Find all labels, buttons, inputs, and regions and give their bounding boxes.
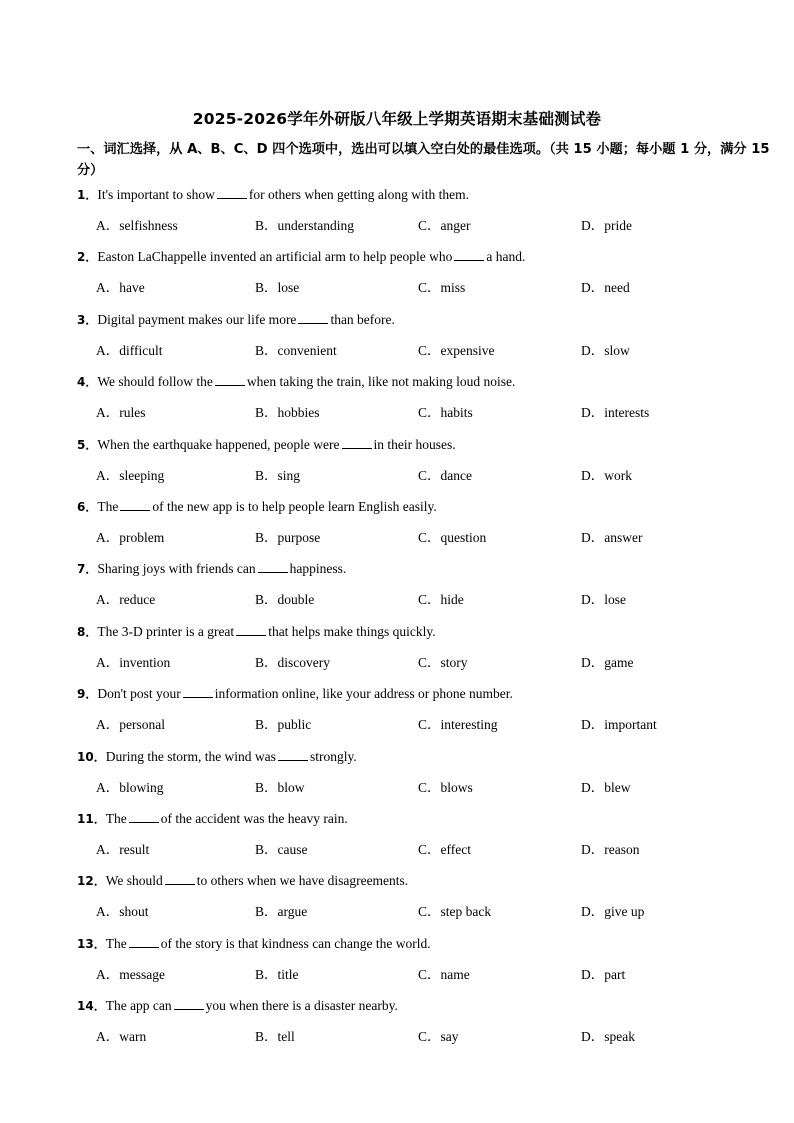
option-row: [96, 528, 756, 548]
question-item: [77, 871, 767, 933]
question-text-after: a hand.: [486, 249, 526, 265]
question-stem: [77, 934, 431, 954]
answer-option: A．difficult: [96, 342, 163, 358]
question-stem: [77, 871, 408, 891]
question-number: 1．: [77, 188, 98, 202]
answer-blank: [342, 436, 372, 449]
answer-blank: [183, 685, 213, 698]
answer-option: A．rules: [96, 405, 146, 421]
page-title: 2025-2026学年外研版八年级上学期英语期末基础测试卷: [192, 110, 602, 128]
question-item: [77, 372, 767, 434]
question-number: 2．: [77, 250, 98, 265]
answer-blank: [165, 872, 195, 885]
answer-option: C．name: [418, 966, 470, 982]
question-stem: [77, 247, 525, 267]
answer-option: B．understanding: [255, 218, 354, 233]
answer-option: D．reason: [581, 841, 640, 857]
answer-option: A．problem: [96, 529, 165, 545]
answer-option: D．blew: [581, 779, 631, 795]
option-row: [96, 278, 756, 298]
question-number: 13．: [77, 936, 106, 951]
answer-option: B．sing: [255, 467, 301, 483]
question-item: [77, 622, 767, 684]
option-row: [96, 778, 756, 798]
answer-blank: [298, 311, 328, 324]
answer-option: A．invention: [96, 654, 171, 670]
question-stem: [77, 185, 469, 205]
answer-option: C．anger: [418, 218, 471, 233]
answer-option: A．result: [96, 841, 150, 857]
question-text-after: when taking the train, like not making loud noise.: [246, 374, 516, 390]
option-row: [96, 965, 756, 985]
question-text-after: of the story is that kindness can change the world.: [160, 935, 431, 951]
question-text-after: for others when getting along with them.: [248, 187, 470, 202]
question-item: [77, 185, 767, 247]
answer-blank: [217, 186, 247, 199]
answer-option: C．hide: [418, 592, 464, 608]
answer-blank: [129, 935, 159, 948]
question-text-before: The: [97, 498, 119, 514]
answer-option: B．title: [255, 966, 299, 982]
question-number: 5．: [77, 437, 98, 452]
answer-option: D．interests: [581, 405, 650, 421]
question-stem: [77, 310, 395, 330]
option-row: [96, 403, 756, 423]
answer-option: B．purpose: [255, 529, 321, 545]
section-instructions: 一、词汇选择，从 A、B、C、D 四个选项中，选出可以填入空白处的最佳选项。（共 15 小题；每小题 1 分，满分 15 分）: [77, 142, 770, 178]
answer-option: A．have: [96, 280, 145, 296]
answer-option: B．hobbies: [255, 405, 320, 421]
question-stem: [77, 372, 515, 392]
question-number: 8．: [77, 624, 98, 639]
question-item: [77, 310, 767, 372]
option-row: [96, 902, 756, 922]
answer-option: D．part: [581, 966, 626, 982]
question-text-before: We should: [105, 873, 163, 889]
answer-option: D．lose: [581, 592, 626, 608]
answer-option: C．effect: [418, 841, 471, 857]
option-row: [96, 715, 756, 735]
question-stem: [77, 435, 456, 455]
question-number: 4．: [77, 375, 98, 390]
answer-option: D．give up: [581, 904, 645, 920]
answer-option: C．dance: [418, 467, 472, 483]
answer-option: D．need: [581, 280, 630, 296]
option-row: [96, 840, 756, 860]
question-text-after: strongly.: [309, 748, 357, 764]
question-text-after: of the new app is to help people learn English easily.: [152, 498, 437, 514]
answer-blank: [258, 560, 288, 573]
answer-option: B．tell: [255, 1029, 295, 1045]
answer-option: A．sleeping: [96, 467, 165, 483]
question-stem: [77, 996, 398, 1016]
question-item: [77, 247, 767, 309]
answer-option: A．blowing: [96, 779, 164, 795]
answer-option: A．shout: [96, 904, 149, 920]
question-text-before: We should follow the: [97, 374, 213, 390]
answer-option: D．slow: [581, 342, 630, 358]
answer-option: A．reduce: [96, 592, 156, 608]
answer-option: B．double: [255, 592, 315, 608]
answer-option: B．blow: [255, 779, 305, 795]
answer-option: C．say: [418, 1029, 459, 1045]
question-text-after: in their houses.: [373, 436, 456, 452]
answer-option: C．question: [418, 529, 487, 545]
answer-option: B．convenient: [255, 342, 337, 358]
answer-option: C．miss: [418, 280, 466, 296]
question-text-before: When the earthquake happened, people were: [97, 436, 340, 452]
option-row: [96, 341, 756, 361]
question-number: 14．: [77, 999, 106, 1014]
answer-option: D．pride: [581, 218, 632, 233]
answer-option: B．argue: [255, 904, 308, 920]
question-text-before: It's important to show: [97, 187, 215, 202]
answer-option: C．step back: [418, 904, 492, 920]
question-text-after: happiness.: [289, 561, 347, 577]
question-number: 11．: [77, 811, 106, 826]
answer-option: B．cause: [255, 841, 308, 857]
question-stem: [77, 809, 348, 829]
answer-blank: [236, 623, 266, 636]
answer-option: A．personal: [96, 717, 165, 733]
question-number: 7．: [77, 562, 98, 577]
question-item: [77, 809, 767, 871]
answer-option: A．selfishness: [96, 218, 178, 233]
answer-option: C．blows: [418, 779, 473, 795]
question-text-before: The 3-D printer is a great: [97, 623, 235, 639]
question-item: [77, 996, 767, 1058]
question-text-after: information online, like your address or phone number.: [214, 686, 513, 702]
option-row: [96, 466, 756, 486]
question-item: [77, 435, 767, 497]
question-stem: [77, 747, 357, 767]
question-item: [77, 559, 767, 621]
answer-option: D．important: [581, 717, 657, 733]
question-number: 12．: [77, 874, 106, 889]
question-text-after: to others when we have disagreements.: [196, 873, 409, 889]
answer-option: A．message: [96, 966, 165, 982]
question-stem: [77, 622, 436, 642]
answer-blank: [174, 997, 204, 1010]
question-item: [77, 497, 767, 559]
answer-option: B．discovery: [255, 654, 330, 670]
answer-option: A．warn: [96, 1029, 147, 1045]
question-text-before: Easton LaChappelle invented an artificial arm to help people who: [97, 249, 453, 265]
option-row: [96, 653, 756, 673]
answer-option: D．game: [581, 654, 634, 670]
question-number: 3．: [77, 312, 98, 327]
question-text-after: than before.: [330, 311, 395, 327]
answer-option: D．speak: [581, 1029, 635, 1045]
question-text-before: The: [105, 935, 127, 951]
option-row: [96, 1027, 756, 1047]
answer-option: C．habits: [418, 405, 473, 421]
question-text-before: During the storm, the wind was: [105, 748, 276, 764]
question-stem: [77, 684, 513, 704]
question-text-after: you when there is a disaster nearby.: [205, 998, 398, 1014]
question-stem: [77, 559, 346, 579]
question-list: [77, 185, 767, 1058]
question-item: [77, 684, 767, 746]
question-text-before: Sharing joys with friends can: [97, 561, 256, 577]
question-item: [77, 934, 767, 996]
question-item: [77, 747, 767, 809]
answer-option: D．work: [581, 467, 632, 483]
answer-option: D．answer: [581, 529, 643, 545]
question-text-after: of the accident was the heavy rain.: [160, 810, 348, 826]
question-text-before: Don't post your: [97, 686, 181, 702]
question-text-before: The: [105, 810, 127, 826]
answer-blank: [129, 810, 159, 823]
answer-option: C．interesting: [418, 717, 498, 733]
answer-option: C．expensive: [418, 342, 495, 358]
answer-option: B．lose: [255, 280, 300, 296]
answer-option: B．public: [255, 717, 312, 733]
option-row: [96, 590, 756, 610]
question-number: 6．: [77, 499, 98, 514]
question-text-after: that helps make things quickly.: [268, 623, 436, 639]
question-text-before: The app can: [105, 998, 172, 1014]
question-text-before: Digital payment makes our life more: [97, 311, 297, 327]
option-row: [96, 216, 756, 236]
answer-option: C．story: [418, 654, 468, 670]
answer-blank: [454, 248, 484, 261]
answer-blank: [215, 373, 245, 386]
question-number: 10．: [77, 749, 106, 764]
answer-blank: [278, 748, 308, 761]
question-number: 9．: [77, 687, 98, 702]
answer-blank: [120, 498, 150, 511]
question-stem: [77, 497, 437, 517]
